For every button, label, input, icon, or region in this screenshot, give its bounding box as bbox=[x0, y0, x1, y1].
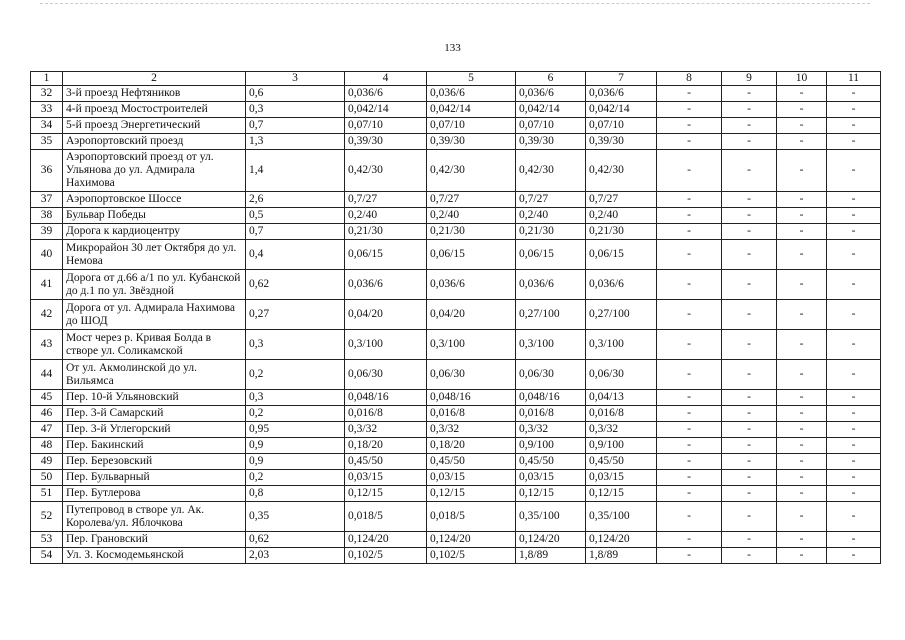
cell-c4: 0,45/50 bbox=[345, 454, 427, 470]
cell-c4: 0,12/15 bbox=[345, 486, 427, 502]
cell-c3: 0,3 bbox=[246, 102, 345, 118]
cell-c4: 0,07/10 bbox=[345, 118, 427, 134]
cell-c5: 0,124/20 bbox=[427, 532, 516, 548]
cell-c9: - bbox=[722, 470, 777, 486]
cell-c10: - bbox=[777, 532, 827, 548]
cell-c4: 0,036/6 bbox=[345, 86, 427, 102]
road-name-cell: Путепровод в створе ул. Ак. Королева/ул. Яблочкова bbox=[63, 502, 246, 532]
table-row bbox=[31, 422, 881, 438]
cell-c6: 0,124/20 bbox=[516, 532, 586, 548]
cell-c11: - bbox=[827, 134, 881, 150]
header-row bbox=[31, 72, 881, 86]
cell-c6: 0,016/8 bbox=[516, 406, 586, 422]
cell-c8: - bbox=[657, 150, 722, 192]
road-name-cell: Пер. Березовский bbox=[63, 454, 246, 470]
cell-c9: - bbox=[722, 208, 777, 224]
cell-c11: - bbox=[827, 102, 881, 118]
cell-c11: - bbox=[827, 360, 881, 390]
cell-c5: 0,048/16 bbox=[427, 390, 516, 406]
cell-c5: 0,016/8 bbox=[427, 406, 516, 422]
cell-c9: - bbox=[722, 86, 777, 102]
cell-c6: 0,07/10 bbox=[516, 118, 586, 134]
cell-c11: - bbox=[827, 224, 881, 240]
table-row bbox=[31, 150, 881, 192]
cell-n: 49 bbox=[31, 454, 63, 470]
cell-c4: 0,124/20 bbox=[345, 532, 427, 548]
cell-c11: - bbox=[827, 438, 881, 454]
cell-c11: - bbox=[827, 300, 881, 330]
cell-c8: - bbox=[657, 102, 722, 118]
cell-c10: - bbox=[777, 86, 827, 102]
cell-c9: - bbox=[722, 134, 777, 150]
cell-c7: 0,3/100 bbox=[586, 330, 657, 360]
cell-c10: - bbox=[777, 208, 827, 224]
cell-c5: 0,06/15 bbox=[427, 240, 516, 270]
cell-c11: - bbox=[827, 422, 881, 438]
column-header-8: 8 bbox=[657, 72, 722, 86]
cell-c8: - bbox=[657, 548, 722, 564]
cell-c11: - bbox=[827, 86, 881, 102]
cell-c10: - bbox=[777, 406, 827, 422]
cell-c9: - bbox=[722, 192, 777, 208]
cell-c3: 0,3 bbox=[246, 330, 345, 360]
cell-c10: - bbox=[777, 486, 827, 502]
cell-c10: - bbox=[777, 192, 827, 208]
cell-c6: 0,7/27 bbox=[516, 192, 586, 208]
cell-c6: 1,8/89 bbox=[516, 548, 586, 564]
cell-c8: - bbox=[657, 406, 722, 422]
cell-c4: 0,03/15 bbox=[345, 470, 427, 486]
road-name-cell: Пер. Грановский bbox=[63, 532, 246, 548]
cell-c3: 0,2 bbox=[246, 470, 345, 486]
cell-c5: 0,06/30 bbox=[427, 360, 516, 390]
cell-c10: - bbox=[777, 360, 827, 390]
cell-n: 54 bbox=[31, 548, 63, 564]
cell-c9: - bbox=[722, 502, 777, 532]
cell-n: 52 bbox=[31, 502, 63, 532]
column-header-7: 7 bbox=[586, 72, 657, 86]
cell-c11: - bbox=[827, 532, 881, 548]
cell-c3: 0,2 bbox=[246, 406, 345, 422]
cell-c5: 0,04/20 bbox=[427, 300, 516, 330]
cell-c3: 0,8 bbox=[246, 486, 345, 502]
cell-c6: 0,9/100 bbox=[516, 438, 586, 454]
road-name-cell: Пер. Бульварный bbox=[63, 470, 246, 486]
cell-c9: - bbox=[722, 118, 777, 134]
cell-c8: - bbox=[657, 134, 722, 150]
cell-c4: 0,102/5 bbox=[345, 548, 427, 564]
cell-n: 34 bbox=[31, 118, 63, 134]
cell-c11: - bbox=[827, 454, 881, 470]
cell-c4: 0,016/8 bbox=[345, 406, 427, 422]
cell-c5: 0,42/30 bbox=[427, 150, 516, 192]
cell-n: 53 bbox=[31, 532, 63, 548]
cell-c10: - bbox=[777, 422, 827, 438]
road-name-cell: Пер. Бакинский bbox=[63, 438, 246, 454]
cell-n: 45 bbox=[31, 390, 63, 406]
cell-c5: 0,03/15 bbox=[427, 470, 516, 486]
cell-n: 42 bbox=[31, 300, 63, 330]
cell-c11: - bbox=[827, 548, 881, 564]
road-name-cell: Дорога от д.66 а/1 по ул. Кубанской до д.1 по ул. Звёздной bbox=[63, 270, 246, 300]
cell-n: 51 bbox=[31, 486, 63, 502]
cell-c5: 0,3/100 bbox=[427, 330, 516, 360]
cell-c3: 0,7 bbox=[246, 224, 345, 240]
column-header-6: 6 bbox=[516, 72, 586, 86]
cell-c9: - bbox=[722, 240, 777, 270]
column-header-3: 3 bbox=[246, 72, 345, 86]
table-row bbox=[31, 502, 881, 532]
table-row bbox=[31, 470, 881, 486]
road-name-cell: Ул. З. Космодемьянской bbox=[63, 548, 246, 564]
cell-c10: - bbox=[777, 240, 827, 270]
cell-c6: 0,45/50 bbox=[516, 454, 586, 470]
table-row bbox=[31, 134, 881, 150]
cell-c4: 0,036/6 bbox=[345, 270, 427, 300]
road-name-cell: 4-й проезд Мостостроителей bbox=[63, 102, 246, 118]
cell-c11: - bbox=[827, 486, 881, 502]
cell-c8: - bbox=[657, 208, 722, 224]
cell-c7: 0,016/8 bbox=[586, 406, 657, 422]
cell-c8: - bbox=[657, 532, 722, 548]
cell-c6: 0,35/100 bbox=[516, 502, 586, 532]
cell-c11: - bbox=[827, 470, 881, 486]
cell-c10: - bbox=[777, 134, 827, 150]
cell-c8: - bbox=[657, 330, 722, 360]
cell-c5: 0,39/30 bbox=[427, 134, 516, 150]
cell-c9: - bbox=[722, 330, 777, 360]
cell-c3: 0,3 bbox=[246, 390, 345, 406]
cell-n: 38 bbox=[31, 208, 63, 224]
road-name-cell: Микрорайон 30 лет Октября до ул. Немова bbox=[63, 240, 246, 270]
cell-c10: - bbox=[777, 454, 827, 470]
cell-c6: 0,12/15 bbox=[516, 486, 586, 502]
cell-c11: - bbox=[827, 150, 881, 192]
cell-c10: - bbox=[777, 102, 827, 118]
table-body bbox=[31, 86, 881, 564]
cell-c9: - bbox=[722, 224, 777, 240]
cell-c11: - bbox=[827, 240, 881, 270]
cell-c3: 0,7 bbox=[246, 118, 345, 134]
cell-c8: - bbox=[657, 502, 722, 532]
cell-c8: - bbox=[657, 486, 722, 502]
cell-c6: 0,036/6 bbox=[516, 86, 586, 102]
cell-c9: - bbox=[722, 406, 777, 422]
road-name-cell: Аэропортовское Шоссе bbox=[63, 192, 246, 208]
cell-c5: 0,7/27 bbox=[427, 192, 516, 208]
cell-c6: 0,2/40 bbox=[516, 208, 586, 224]
cell-c7: 0,2/40 bbox=[586, 208, 657, 224]
cell-c5: 0,042/14 bbox=[427, 102, 516, 118]
cell-c10: - bbox=[777, 548, 827, 564]
cell-c8: - bbox=[657, 390, 722, 406]
cell-n: 43 bbox=[31, 330, 63, 360]
cell-c7: 0,9/100 bbox=[586, 438, 657, 454]
table-row bbox=[31, 224, 881, 240]
cell-c7: 0,7/27 bbox=[586, 192, 657, 208]
cell-n: 47 bbox=[31, 422, 63, 438]
table-row bbox=[31, 240, 881, 270]
cell-c4: 0,42/30 bbox=[345, 150, 427, 192]
table-row bbox=[31, 486, 881, 502]
cell-c5: 0,018/5 bbox=[427, 502, 516, 532]
column-header-1: 1 bbox=[31, 72, 63, 86]
table-row bbox=[31, 192, 881, 208]
cell-c5: 0,102/5 bbox=[427, 548, 516, 564]
cell-c8: - bbox=[657, 438, 722, 454]
cell-c9: - bbox=[722, 150, 777, 192]
cell-c4: 0,3/32 bbox=[345, 422, 427, 438]
cell-c9: - bbox=[722, 360, 777, 390]
page-number: 133 bbox=[444, 42, 461, 54]
cell-c7: 0,42/30 bbox=[586, 150, 657, 192]
road-name-cell: Пер. 3-й Самарский bbox=[63, 406, 246, 422]
cell-c7: 0,07/10 bbox=[586, 118, 657, 134]
cell-c4: 0,042/14 bbox=[345, 102, 427, 118]
column-header-10: 10 bbox=[777, 72, 827, 86]
cell-c7: 0,036/6 bbox=[586, 86, 657, 102]
cell-c3: 2,6 bbox=[246, 192, 345, 208]
cell-c9: - bbox=[722, 300, 777, 330]
road-name-cell: Пер. 10-й Ульяновский bbox=[63, 390, 246, 406]
cell-c5: 0,3/32 bbox=[427, 422, 516, 438]
column-header-11: 11 bbox=[827, 72, 881, 86]
table-row bbox=[31, 102, 881, 118]
cell-c9: - bbox=[722, 390, 777, 406]
cell-n: 40 bbox=[31, 240, 63, 270]
roads-table bbox=[30, 71, 881, 564]
cell-c3: 0,6 bbox=[246, 86, 345, 102]
cell-c10: - bbox=[777, 150, 827, 192]
cell-c4: 0,06/15 bbox=[345, 240, 427, 270]
table-row bbox=[31, 532, 881, 548]
cell-c7: 0,21/30 bbox=[586, 224, 657, 240]
cell-c3: 0,95 bbox=[246, 422, 345, 438]
cell-c7: 0,39/30 bbox=[586, 134, 657, 150]
road-name-cell: Пер. 3-й Углегорский bbox=[63, 422, 246, 438]
cell-c5: 0,12/15 bbox=[427, 486, 516, 502]
cell-c6: 0,048/16 bbox=[516, 390, 586, 406]
cell-c4: 0,018/5 bbox=[345, 502, 427, 532]
cell-c10: - bbox=[777, 224, 827, 240]
cell-n: 48 bbox=[31, 438, 63, 454]
cell-c8: - bbox=[657, 270, 722, 300]
cell-c4: 0,06/30 bbox=[345, 360, 427, 390]
table-row bbox=[31, 330, 881, 360]
cell-c9: - bbox=[722, 102, 777, 118]
road-name-cell: От ул. Акмолинской до ул. Вильямса bbox=[63, 360, 246, 390]
cell-c3: 0,4 bbox=[246, 240, 345, 270]
cell-c11: - bbox=[827, 330, 881, 360]
cell-c3: 0,62 bbox=[246, 270, 345, 300]
cell-c7: 0,04/13 bbox=[586, 390, 657, 406]
cell-c7: 0,12/15 bbox=[586, 486, 657, 502]
cell-c5: 0,18/20 bbox=[427, 438, 516, 454]
cell-c10: - bbox=[777, 390, 827, 406]
table-row bbox=[31, 118, 881, 134]
column-header-9: 9 bbox=[722, 72, 777, 86]
cell-n: 32 bbox=[31, 86, 63, 102]
table-row bbox=[31, 406, 881, 422]
cell-c8: - bbox=[657, 192, 722, 208]
cell-c9: - bbox=[722, 270, 777, 300]
table-row bbox=[31, 86, 881, 102]
cell-c9: - bbox=[722, 548, 777, 564]
cell-c6: 0,42/30 bbox=[516, 150, 586, 192]
road-name-cell: Аэропортовский проезд от ул. Ульянова до ул. Адмирала Нахимова bbox=[63, 150, 246, 192]
cell-c6: 0,27/100 bbox=[516, 300, 586, 330]
cell-c8: - bbox=[657, 86, 722, 102]
cell-c7: 0,35/100 bbox=[586, 502, 657, 532]
road-name-cell: Мост через р. Кривая Болда в створе ул. Соликамской bbox=[63, 330, 246, 360]
cell-c3: 1,3 bbox=[246, 134, 345, 150]
cell-c3: 0,5 bbox=[246, 208, 345, 224]
cell-c4: 0,21/30 bbox=[345, 224, 427, 240]
cell-c9: - bbox=[722, 532, 777, 548]
cell-c3: 0,62 bbox=[246, 532, 345, 548]
cell-c11: - bbox=[827, 270, 881, 300]
cell-c6: 0,39/30 bbox=[516, 134, 586, 150]
table-row bbox=[31, 360, 881, 390]
cell-n: 35 bbox=[31, 134, 63, 150]
cell-n: 36 bbox=[31, 150, 63, 192]
cell-c10: - bbox=[777, 438, 827, 454]
cell-c11: - bbox=[827, 390, 881, 406]
cell-c3: 0,2 bbox=[246, 360, 345, 390]
cell-c5: 0,2/40 bbox=[427, 208, 516, 224]
cell-c8: - bbox=[657, 118, 722, 134]
cell-c4: 0,18/20 bbox=[345, 438, 427, 454]
cell-c3: 2,03 bbox=[246, 548, 345, 564]
cell-c9: - bbox=[722, 422, 777, 438]
road-name-cell: 5-й проезд Энергетический bbox=[63, 118, 246, 134]
cell-c8: - bbox=[657, 240, 722, 270]
cell-c6: 0,042/14 bbox=[516, 102, 586, 118]
road-name-cell: Бульвар Победы bbox=[63, 208, 246, 224]
cell-c7: 0,3/32 bbox=[586, 422, 657, 438]
cell-n: 46 bbox=[31, 406, 63, 422]
cell-c3: 0,9 bbox=[246, 454, 345, 470]
cell-c7: 0,03/15 bbox=[586, 470, 657, 486]
cell-c9: - bbox=[722, 454, 777, 470]
cell-n: 44 bbox=[31, 360, 63, 390]
table-row bbox=[31, 208, 881, 224]
cell-c10: - bbox=[777, 502, 827, 532]
cell-c5: 0,45/50 bbox=[427, 454, 516, 470]
road-name-cell: Дорога от ул. Адмирала Нахимова до ШОД bbox=[63, 300, 246, 330]
cell-n: 37 bbox=[31, 192, 63, 208]
cell-n: 39 bbox=[31, 224, 63, 240]
cell-c11: - bbox=[827, 118, 881, 134]
cell-c4: 0,2/40 bbox=[345, 208, 427, 224]
road-name-cell: Дорога к кардиоцентру bbox=[63, 224, 246, 240]
cell-c10: - bbox=[777, 330, 827, 360]
cell-n: 41 bbox=[31, 270, 63, 300]
column-header-2: 2 bbox=[63, 72, 246, 86]
cell-c6: 0,3/32 bbox=[516, 422, 586, 438]
cell-c4: 0,04/20 bbox=[345, 300, 427, 330]
cell-c3: 0,27 bbox=[246, 300, 345, 330]
cell-c7: 0,042/14 bbox=[586, 102, 657, 118]
column-header-4: 4 bbox=[345, 72, 427, 86]
cell-c4: 0,048/16 bbox=[345, 390, 427, 406]
cell-c7: 0,27/100 bbox=[586, 300, 657, 330]
cell-c10: - bbox=[777, 300, 827, 330]
cell-c5: 0,036/6 bbox=[427, 270, 516, 300]
table-row bbox=[31, 438, 881, 454]
road-name-cell: Пер. Бутлерова bbox=[63, 486, 246, 502]
cell-c5: 0,07/10 bbox=[427, 118, 516, 134]
cell-c6: 0,3/100 bbox=[516, 330, 586, 360]
cell-n: 50 bbox=[31, 470, 63, 486]
road-name-cell: Аэропортовский проезд bbox=[63, 134, 246, 150]
cell-c7: 1,8/89 bbox=[586, 548, 657, 564]
cell-c8: - bbox=[657, 470, 722, 486]
cell-c11: - bbox=[827, 502, 881, 532]
cell-c9: - bbox=[722, 438, 777, 454]
cell-c6: 0,06/30 bbox=[516, 360, 586, 390]
table-row bbox=[31, 548, 881, 564]
scan-artifact-line bbox=[40, 3, 870, 4]
cell-c4: 0,7/27 bbox=[345, 192, 427, 208]
cell-c6: 0,03/15 bbox=[516, 470, 586, 486]
cell-c7: 0,45/50 bbox=[586, 454, 657, 470]
table-row bbox=[31, 390, 881, 406]
table-row bbox=[31, 300, 881, 330]
table-row bbox=[31, 270, 881, 300]
cell-c8: - bbox=[657, 360, 722, 390]
cell-c11: - bbox=[827, 406, 881, 422]
road-name-cell: 3-й проезд Нефтяников bbox=[63, 86, 246, 102]
cell-c6: 0,06/15 bbox=[516, 240, 586, 270]
cell-c8: - bbox=[657, 454, 722, 470]
column-header-5: 5 bbox=[427, 72, 516, 86]
cell-c10: - bbox=[777, 118, 827, 134]
cell-c4: 0,3/100 bbox=[345, 330, 427, 360]
cell-c6: 0,036/6 bbox=[516, 270, 586, 300]
cell-c3: 0,9 bbox=[246, 438, 345, 454]
cell-c6: 0,21/30 bbox=[516, 224, 586, 240]
cell-c5: 0,21/30 bbox=[427, 224, 516, 240]
cell-n: 33 bbox=[31, 102, 63, 118]
cell-c10: - bbox=[777, 270, 827, 300]
cell-c10: - bbox=[777, 470, 827, 486]
cell-c11: - bbox=[827, 192, 881, 208]
cell-c3: 1,4 bbox=[246, 150, 345, 192]
cell-c9: - bbox=[722, 486, 777, 502]
cell-c7: 0,06/30 bbox=[586, 360, 657, 390]
cell-c8: - bbox=[657, 224, 722, 240]
cell-c7: 0,036/6 bbox=[586, 270, 657, 300]
cell-c3: 0,35 bbox=[246, 502, 345, 532]
cell-c8: - bbox=[657, 422, 722, 438]
cell-c11: - bbox=[827, 208, 881, 224]
cell-c7: 0,06/15 bbox=[586, 240, 657, 270]
cell-c8: - bbox=[657, 300, 722, 330]
cell-c5: 0,036/6 bbox=[427, 86, 516, 102]
cell-c4: 0,39/30 bbox=[345, 134, 427, 150]
table-row bbox=[31, 454, 881, 470]
cell-c7: 0,124/20 bbox=[586, 532, 657, 548]
